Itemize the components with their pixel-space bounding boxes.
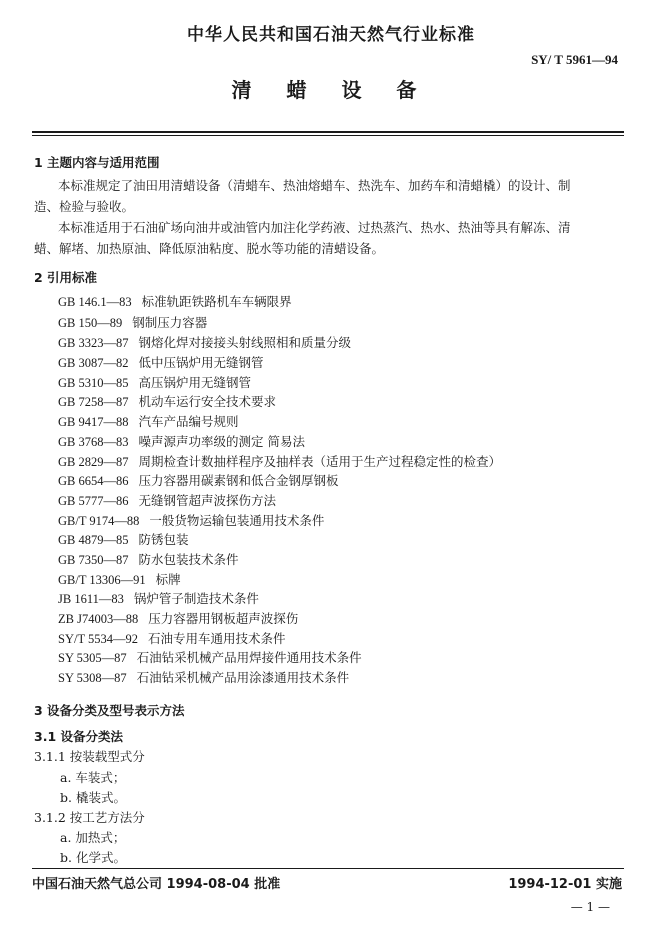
section-1-para-2-line-2: 蜡、解堵、加热原油、降低原油粘度、脱水等功能的清蜡设备。 xyxy=(34,241,385,256)
footer-rule xyxy=(32,868,624,869)
reference-item: JB 1611—83 锅炉管子制造技术条件 xyxy=(58,591,259,606)
list-item: b. 橇装式。 xyxy=(60,790,126,805)
section-1-para-1-line-1: 本标准规定了油田用清蜡设备（清蜡车、热油熔蜡车、热洗车、加药车和清蜡橇）的设计、制 xyxy=(58,178,571,193)
reference-item: GB 7258—87 机动车运行安全技术要求 xyxy=(58,394,277,409)
reference-item: GB 4879—85 防锈包装 xyxy=(58,532,189,547)
reference-item: SY 5305—87 石油钻采机械产品用焊接件通用技术条件 xyxy=(58,650,362,665)
section-1-para-1-line-2: 造、检验与验收。 xyxy=(34,199,135,214)
section-1-para-2-line-1: 本标准适用于石油矿场向油井或油管内加注化学药液、过热蒸汽、热水、热油等具有解冻、清 xyxy=(58,220,571,235)
reference-item: GB 150—89 钢制压力容器 xyxy=(58,315,208,330)
issuing-organization: 中华人民共和国石油天然气行业标准 xyxy=(187,25,475,45)
reference-item: GB 3768—83 噪声源声功率级的测定 简易法 xyxy=(58,434,305,449)
section-3-heading: 3 设备分类及型号表示方法 xyxy=(34,703,185,718)
reference-item: SY 5308—87 石油钻采机械产品用涂漆通用技术条件 xyxy=(58,670,350,685)
reference-item: GB 3323—87 钢熔化焊对接接头射线照相和质量分级 xyxy=(58,335,352,350)
reference-item: GB/T 9174—88 一般货物运输包装通用技术条件 xyxy=(58,513,325,528)
section-1-heading: 1 主题内容与适用范围 xyxy=(34,155,160,170)
subsection-3-1-2-heading: 3.1.2 按工艺方法分 xyxy=(34,810,145,825)
reference-item: GB 5777—86 无缝钢管超声波探伤方法 xyxy=(58,493,277,508)
page-number: — 1 — xyxy=(570,900,610,914)
document-title: 清 蜡 设 备 xyxy=(231,78,431,102)
subsection-3-1-heading: 3.1 设备分类法 xyxy=(34,729,123,744)
subsection-3-1-1-heading: 3.1.1 按装载型式分 xyxy=(34,749,145,764)
reference-item: GB 9417—88 汽车产品编号规则 xyxy=(58,414,239,429)
reference-item: SY/T 5534—92 石油专用车通用技术条件 xyxy=(58,631,286,646)
effective-date: 1994-12-01 实施 xyxy=(508,877,622,892)
list-item: a. 车装式； xyxy=(60,770,126,785)
reference-item: GB 146.1—83 标准轨距铁路机车车辆限界 xyxy=(58,294,292,309)
reference-item: GB 2829—87 周期检查计数抽样程序及抽样表（适用于生产过程稳定性的检查） xyxy=(58,454,502,469)
header-rule-bottom xyxy=(32,135,624,136)
reference-item: GB/T 13306—91 标牌 xyxy=(58,572,181,587)
reference-item: GB 6654—86 压力容器用碳素钢和低合金钢厚钢板 xyxy=(58,473,339,488)
reference-item: ZB J74003—88 压力容器用钢板超声波探伤 xyxy=(58,611,299,626)
header-rule-top xyxy=(32,131,624,133)
reference-item: GB 7350—87 防水包装技术条件 xyxy=(58,552,239,567)
list-item: b. 化学式。 xyxy=(60,850,126,865)
list-item: a. 加热式； xyxy=(60,830,126,845)
section-2-heading: 2 引用标准 xyxy=(34,270,98,285)
reference-item: GB 5310—85 高压锅炉用无缝钢管 xyxy=(58,375,252,390)
approval-statement: 中国石油天然气总公司 1994-08-04 批准 xyxy=(32,877,281,892)
standard-code: SY/ T 5961—94 xyxy=(531,52,618,67)
reference-item: GB 3087—82 低中压锅炉用无缝钢管 xyxy=(58,355,264,370)
